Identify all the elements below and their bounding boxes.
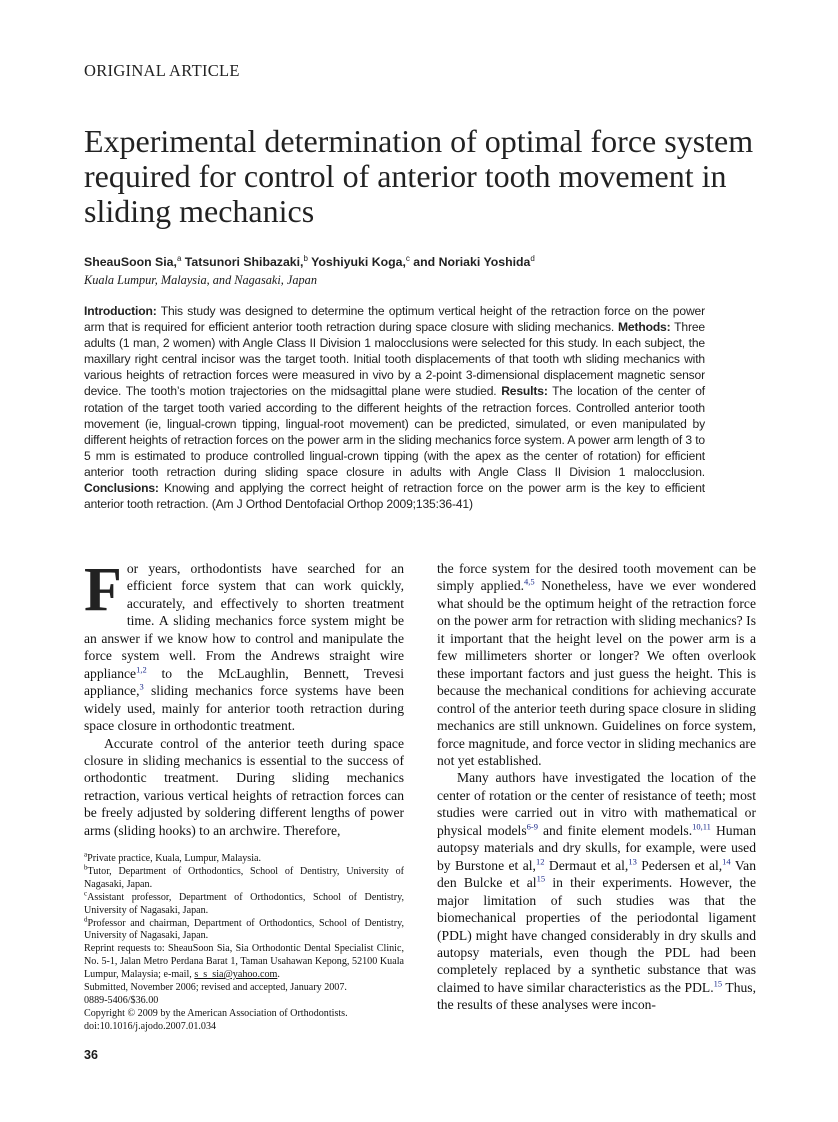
citation-superscript[interactable]: d	[84, 915, 88, 924]
citation-superscript[interactable]: 15	[536, 873, 546, 884]
email-link[interactable]: s_s_sia@yahoo.com	[194, 969, 278, 981]
citation-superscript[interactable]: 3	[139, 681, 144, 692]
citation-superscript[interactable]: a	[84, 850, 88, 859]
body-paragraph: Accurate control of the anterior teeth during space closure in sliding mechanics is essential to the success of orthodontic treatment. During sliding mechanics retraction, various vertical heights of retraction forces can be freely adjusted by soldering different lengths of power arms (sliding hooks) to an archwire. Therefore,	[84, 735, 404, 838]
footnote: $^d$Professor and chairman, Department of Orthodontics, School of Dentistry, University of Nagasaki, Japan.	[84, 915, 404, 942]
body-column-left	[84, 556, 404, 839]
footnote: $^c$Assistant professor, Department of Orthodontics, School of Dentistry, University of Nagasaki, Japan.	[84, 889, 404, 916]
abstract-section-heading: Introduction:	[84, 304, 157, 318]
footnotes	[84, 850, 404, 1034]
doi: doi:10.1016/j.ajodo.2007.01.034	[84, 1020, 217, 1032]
abstract-section-heading: Conclusions:	[84, 481, 159, 496]
citation-superscript[interactable]: 6-9	[526, 821, 538, 832]
body-paragraph: Many authors have investigated the location of the center of rotation or the center of resistance of teeth; most studies were carried out in vitro with mathematical or physical models$^{6-9}$ and finite element models.$^{10,11}$ Human autopsy materials and dry skulls, for example, were used by Burstone et al,$^{12}$ Dermaut et al,$^{13}$ Pedersen et al,$^{14}$ Van den Bulcke et $al^{15}$ in their experiments. However, the major limitation of such studies was that the biomechanical properties of the periodontal ligament (PDL) might have changed considerably in dry skulls and autopsy materials, even though the PDL had been completely replaced by a synthetic substance that was claimed to have similar characteristics as the PDL.$^{15}$ Thus, the results of these analyses were incon-	[437, 770, 757, 1013]
author: SheauSoon Sia,$^a$	[84, 254, 182, 270]
copyright: Copyright © 2009 by the American Association of Orthodontists.	[84, 1007, 348, 1019]
reprint-requests: Reprint requests to: SheauSoon Sia, Sia Orthodontic Dental Specialist Clinic, No. 5-1, Jalan Metro Perdana Barat 1, Taman Usahawan Kepong, 52100 Kuala Lumpur, Malaysia; e-mail, s_s_sia@yahoo.com.	[84, 943, 404, 981]
author-affiliation: Kuala Lumpur, Malaysia, and Nagasaki, Japan	[84, 273, 317, 287]
abstract-section-heading: Results:	[501, 384, 548, 399]
author: and Noriaki Yoshida$^d$	[409, 254, 535, 270]
citation-superscript[interactable]: 4,5	[524, 576, 535, 587]
citation-superscript[interactable]: c	[84, 889, 88, 898]
footnote: $^a$Private practice, Kuala, Lumpur, Malaysia.	[84, 850, 262, 864]
author: Yoshiyuki Koga,$^c$	[307, 254, 410, 270]
page-number: 36	[84, 1048, 98, 1062]
abstract: Introduction: This study was designed to determine the optimum vertical height of the retraction force on the power arm that is required for efficient anterior tooth retraction during space closure with sliding mechanics. Methods: Three adults (1 man, 2 women) with Angle Class II Division 1 malocclusions were selected for this study. In each subject, the maxillary right central incisor was the target tooth. Initial tooth displacements of that tooth wth sliding mechanics with various heights of retraction forces were measured in vivo by a 2-point 3-dimensional displacement magnetic sensor device. The tooth’s motion trajectories on the midsagittal plane were studied. Results: The location of the center of rotation of the target tooth varied according to the different heights of the retraction forces. Controlled anterior tooth movement (ie, lingual-crown tipping, lingual-root movement) can be predicted, simulated, or even manipulated by different heights of retraction forces on the power arm in the sliding mechanics force system. A power arm length of 3 to 5 mm is estimated to produce controlled lingual-crown tipping (with the apex as the center of rotation) for efficient anterior tooth retraction during sliding space closure in adults with Angle Class II Division 1 malocclusion. Conclusions: Knowing and applying the correct height of retraction force on the power arm is the key to efficient anterior tooth retraction. (Am J Orthod Dentofacial Orthop 2009;135:36-41)	[84, 304, 706, 512]
article-type-label: ORIGINAL ARTICLE	[84, 61, 240, 80]
abstract-section-heading: Methods:	[617, 320, 671, 335]
body-column-right	[437, 560, 756, 1014]
body-paragraph: the force system for the desired tooth movement can be simply applied.$^{4,5}$ Nonetheless, have we ever wondered what should be the optimum height of the retraction force on the power arm for retraction with sliding mechanics? Is it important that the height level on the power arm is a few millimeters shorter or longer? We often overlook these important factors and just guess the height. This is because the mechanical conditions for achieving accurate control of the anterior teeth during space closure in sliding mechanics are still unknown. Guidelines on force system, force magnitude, and force vector in sliding mechanics are not yet established.	[437, 561, 756, 768]
author: Tatsunori Shibazaki,$^b$	[181, 254, 308, 270]
body-paragraph: or years, orthodontists have searched for an efficient force system that can work quickly, accurately, and effectively to shorten treatment time. A sliding mechanics force system might be an answer if we know how to control and manipulate the force system well. From the Andrews straight wire appliance$^{1,2}$ to the McLaughlin, Bennett, Trevesi appliance,$^3$ sliding mechanics force systems have been widely used, mainly for anterior tooth retraction during space closure in orthodontic treatment.	[84, 561, 404, 734]
submission-dates: Submitted, November 2006; revised and accepted, January 2007.	[84, 982, 347, 994]
citation-superscript[interactable]: 1,2	[136, 664, 147, 675]
citation-superscript[interactable]: b	[84, 863, 88, 872]
citation-superscript[interactable]: 12	[535, 856, 545, 867]
issn-price: 0889-5406/$36.00	[84, 994, 159, 1006]
citation-superscript[interactable]: 14	[722, 856, 731, 867]
citation-superscript[interactable]: 13	[628, 856, 637, 867]
author-list	[84, 254, 535, 269]
citation-superscript[interactable]: 10,11	[692, 821, 711, 832]
article-title: Experimental determination of optimal force system required for control of anterior tooth movement in sliding mechanics	[84, 123, 754, 229]
footnote: $^b$Tutor, Department of Orthodontics, School of Dentistry, University of Nagasaki, Japan.	[84, 863, 404, 890]
drop-cap: F	[84, 556, 122, 624]
citation-superscript[interactable]: 15	[713, 978, 723, 989]
